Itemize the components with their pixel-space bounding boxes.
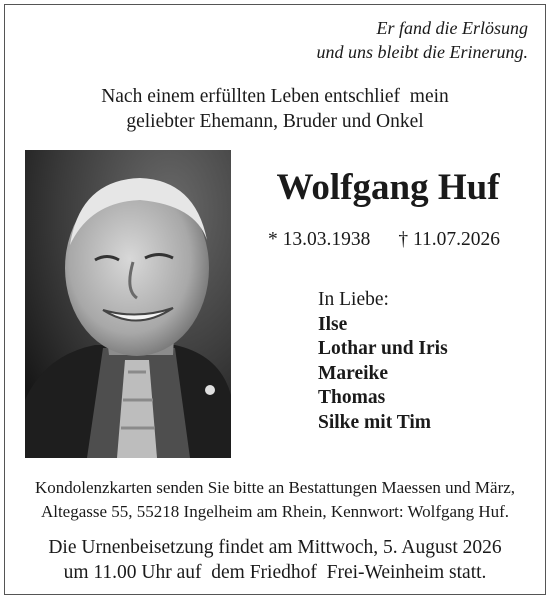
mourner-name: Silke mit Tim	[318, 411, 432, 433]
deceased-name: Wolfgang Huf	[276, 167, 500, 208]
mourners-lead: In Liebe:	[318, 289, 389, 310]
intro-line-1: Nach einem erfüllten Leben entschlief mein	[101, 86, 449, 107]
birth-date: * 13.03.1938	[268, 229, 371, 250]
death-date: † 11.07.2026	[398, 229, 501, 250]
intro-line-2: geliebter Ehemann, Bruder und Onkel	[126, 111, 424, 132]
mourner-name: Lothar und Iris	[318, 338, 448, 359]
funeral-line-1: Die Urnenbeisetzung findet am Mittwoch, 5. August 2026	[48, 537, 502, 558]
condolence-line-1: Kondolenzkarten senden Sie bitte an Bestattungen Maessen und März,	[34, 478, 516, 497]
mourner-name: Mareike	[318, 362, 389, 384]
intro-text	[0, 84, 550, 134]
motto-line-2: und uns bleibt die Erinerung.	[316, 42, 528, 62]
mourner-name: Thomas	[318, 387, 386, 408]
portrait-photo	[25, 150, 231, 458]
life-dates	[268, 227, 500, 253]
mourner-name: Ilse	[318, 313, 348, 335]
funeral-notice	[0, 536, 550, 585]
motto	[317, 16, 528, 64]
motto-line-1: Er fand die Erlösung	[376, 18, 528, 38]
condolence-line-2: Altegasse 55, 55218 Ingelheim am Rhein, Kennwort: Wolfgang Huf.	[40, 501, 510, 521]
mourners-list	[318, 288, 448, 435]
condolence-notice	[0, 476, 550, 523]
funeral-line-2: um 11.00 Uhr auf dem Friedhof Frei-Weinheim statt.	[63, 561, 487, 583]
